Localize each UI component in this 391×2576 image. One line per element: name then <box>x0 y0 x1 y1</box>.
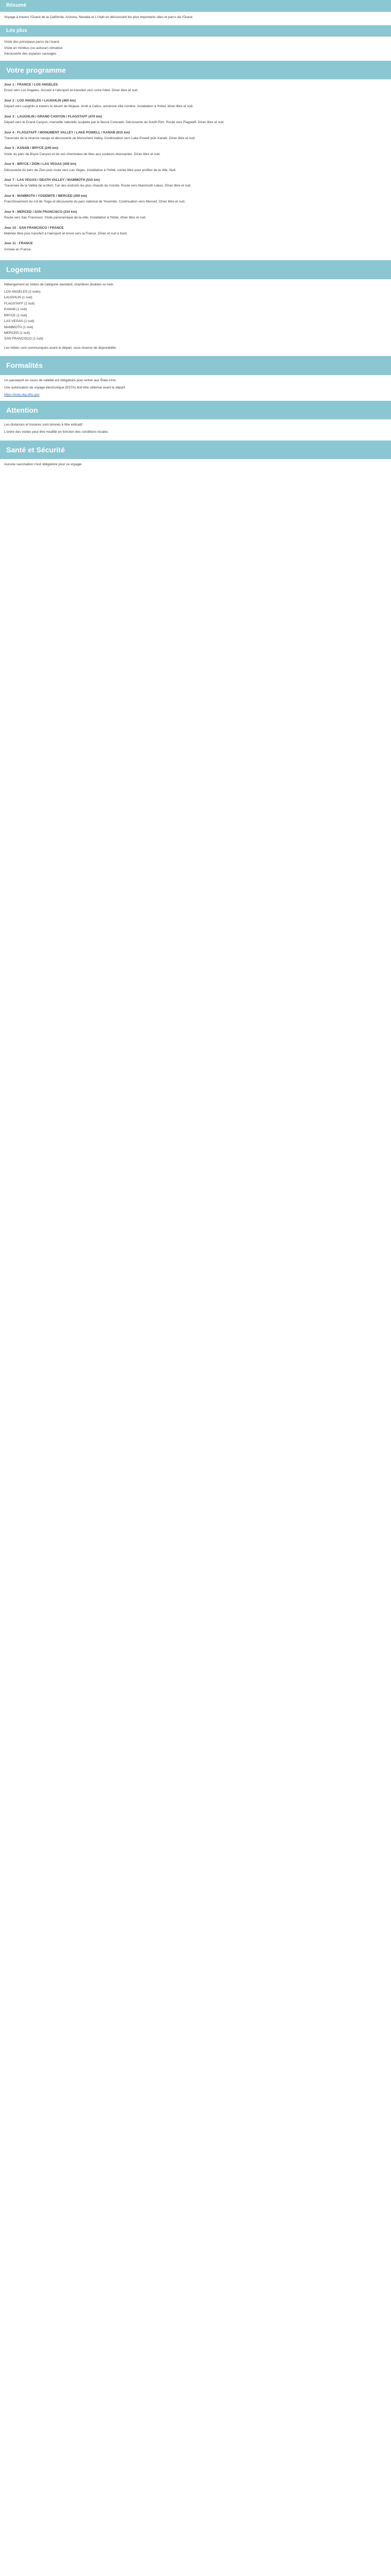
logement-item: FLAGSTAFF (1 nuit) <box>4 301 35 306</box>
day-2 <box>4 98 387 109</box>
logement-section <box>0 279 391 357</box>
logement-item: LAUGHLIN (1 nuit) <box>4 296 32 300</box>
day-1 <box>4 82 387 93</box>
day-text: Traversée de la Vallée de la Mort, l'un des endroits les plus chauds du monde. Route vers Mammoth Lakes. Dîner libre et nuit. <box>4 184 191 188</box>
resume-text: Voyage à travers l'Ouest de la Californie, Arizona, Nevada et L'Utah en découvrant les plus importants sites et parcs de l'Ouest. <box>4 15 193 19</box>
incl-item-1: Visite des principaux parcs de l'ouest <box>4 40 59 44</box>
day-5 <box>4 146 387 157</box>
day-title: Jour 4 : FLAGSTAFF / MONUMENT VALLEY / LAKE POWELL / KANAB (615 km) <box>4 130 130 134</box>
logement-item: BRYCE (1 nuit) <box>4 313 27 317</box>
formalites-paragraph: Une autorisation de voyage électronique (ESTA) doit être obtenue avant le départ. <box>4 385 126 389</box>
day-text: Départ vers le Grand Canyon, merveille naturelle sculptée par le fleuve Colorado. Découverte du South Rim. Route vers Flagstaff. Dîner libre et nuit. <box>4 121 224 125</box>
attention-paragraph: L'ordre des visites peut être modifié en fonction des conditions locales. <box>4 430 109 434</box>
day-text: Franchissement du col de Tioga et découverte du parc national de Yosemite. Continuation vers Merced. Dîner libre et nuit. <box>4 200 186 204</box>
sante-heading: Santé et Sécurité <box>0 440 391 459</box>
incl-item-2: Visite en minibus (ou autocar) climatisé <box>4 46 62 50</box>
day-title: Jour 8 : MAMMOTH / YOSEMITE / MERCED (300 km) <box>4 194 87 198</box>
attention-paragraph: Les distances et horaires sont donnés à titre indicatif. <box>4 423 84 427</box>
sante-section <box>0 459 391 472</box>
logement-intro: Hébergement en hôtels de catégorie standard, chambres doubles ou twin. <box>4 282 115 286</box>
formalites-paragraph: Un passeport en cours de validité est obligatoire pour entrer aux États-Unis. <box>4 378 117 382</box>
resume-section <box>0 12 391 25</box>
logement-heading: Logement <box>0 260 391 279</box>
day-text: Matinée libre puis transfert à l'aéroport et envol vers la France. Dîner et nuit à bord. <box>4 232 128 235</box>
logement-item: LAS VEGAS (1 nuit) <box>4 319 35 324</box>
day-8 <box>4 194 387 205</box>
day-title: Jour 5 : KANAB / BRYCE (245 km) <box>4 146 58 150</box>
programme-section <box>0 79 391 260</box>
day-title: Jour 9 : MERCED / SAN FRANCISCO (210 km) <box>4 210 77 214</box>
sante-text: Aucune vaccination n'est obligatoire pour ce voyage. <box>4 463 83 467</box>
esta-link[interactable]: https://esta.cbp.dhs.gov <box>4 393 40 397</box>
day-title: Jour 7 : LAS VEGAS / DEATH VALLEY / MAMMOTH (515 km) <box>4 178 100 182</box>
day-11 <box>4 241 387 252</box>
programme-heading: Votre programme <box>0 61 391 79</box>
day-text: Découverte du parc de Zion puis route vers Las Vegas. Installation à l'hôtel, soirée libre pour profiter de la ville. Nuit. <box>4 168 176 172</box>
incl-section <box>0 37 391 60</box>
logement-item: SAN FRANCISCO (1 nuit) <box>4 337 43 341</box>
formalites-section <box>0 375 391 401</box>
day-text: Arrivée en France. <box>4 247 32 251</box>
attention-heading: Attention <box>0 401 391 419</box>
day-title: Jour 11 : FRANCE <box>4 242 33 246</box>
attention-section <box>0 419 391 440</box>
day-4 <box>4 130 387 141</box>
day-text: Départ vers Laughlin à travers le désert de Mojave. Arrêt à Calico, ancienne ville minière. Installation à l'hôtel, dîner libre et nuit. <box>4 105 193 109</box>
resume-heading: Résumé <box>0 0 391 12</box>
day-title: Jour 1 : FRANCE / LOS ANGELES <box>4 82 58 87</box>
day-title: Jour 10 : SAN FRANCISCO / FRANCE <box>4 226 64 230</box>
day-10 <box>4 226 387 236</box>
logement-item: MERCED (1 nuit) <box>4 331 30 335</box>
day-9 <box>4 210 387 221</box>
day-3 <box>4 114 387 125</box>
day-text: Traversée de la réserve navajo et découverte de Monument Valley. Continuation vers Lake Powell puis Kanab. Dîner libre et nuit. <box>4 136 196 140</box>
day-7 <box>4 178 387 189</box>
logement-note: Les hôtels sont communiqués avant le départ, sous réserve de disponibilité. <box>4 346 117 350</box>
day-title: Jour 3 : LAUGHLIN / GRAND CANYON / FLAGSTAFF (470 km) <box>4 114 102 118</box>
incl-item-3: Découverte des espaces sauvages <box>4 52 57 56</box>
day-text: Envol vers Los Angeles. Accueil à l'aéroport et transfert vers votre hôtel. Dîner libre et nuit. <box>4 89 138 93</box>
day-text: Route vers San Francisco. Visite panoramique de la ville. Installation à l'hôtel, dîner libre et nuit. <box>4 216 146 220</box>
logement-item: LOS ANGELES (2 nuits) <box>4 290 41 294</box>
day-text: Visite du parc de Bryce Canyon et de ses cheminées de fées aux couleurs étonnantes. Dîner libre et nuit. <box>4 152 161 156</box>
logement-item: MAMMOTH (1 nuit) <box>4 325 34 329</box>
day-6 <box>4 162 387 173</box>
day-title: Jour 2 : LOS ANGELES / LAUGHLIN (460 km) <box>4 98 76 103</box>
incl-heading: Les plus <box>0 25 391 37</box>
formalites-heading: Formalités <box>0 356 391 375</box>
page <box>0 0 391 473</box>
day-title: Jour 6 : BRYCE / ZION / LAS VEGAS (430 km) <box>4 162 76 166</box>
logement-item: KANAB (1 nuit) <box>4 308 27 312</box>
